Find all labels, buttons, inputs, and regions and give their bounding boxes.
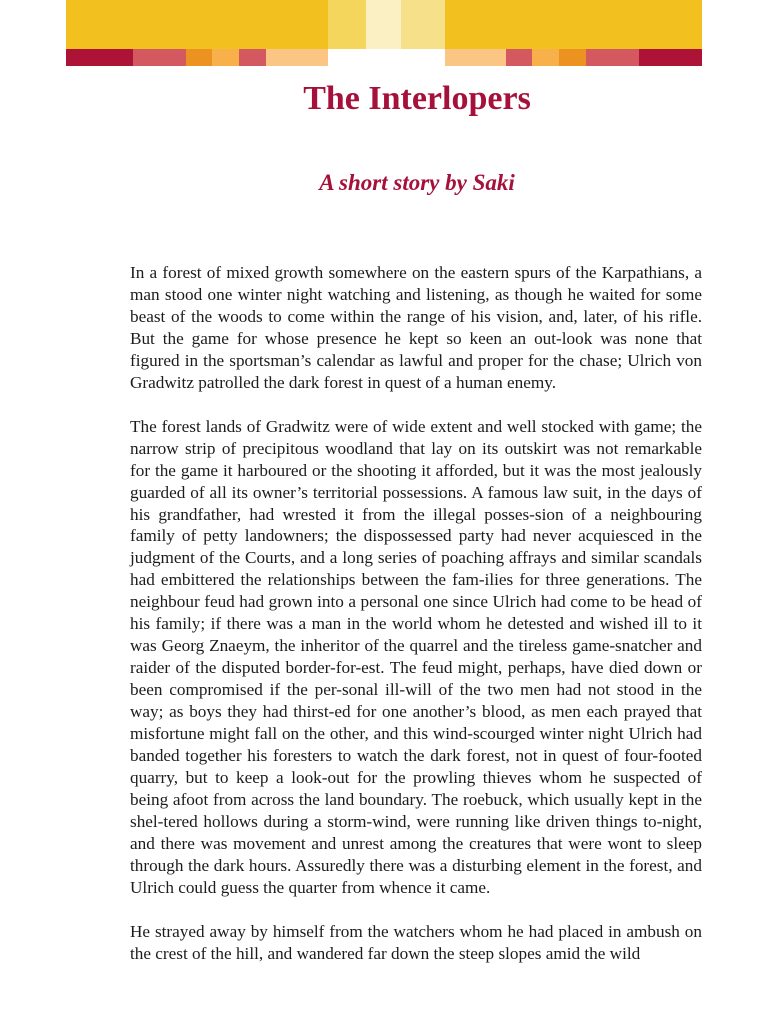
banner-color-blocks bbox=[66, 49, 702, 66]
story-paragraph: He strayed away by himself from the watchers whom he had placed in ambush on the crest of the hill, and wandered far down the steep slopes amid the wild bbox=[130, 921, 702, 963]
story-body bbox=[130, 262, 702, 987]
story-paragraph: The forest lands of Gradwitz were of wide extent and well stocked with game; the narrow strip of precipitous woodland that lay on its outskirt was not remarkable for the game it harboured or the shooting it afforded, but it was the most jealously guarded of all its owner’s territorial possessions. A famous law suit, in the days of his grandfather, had wrested it from the illegal posses-sion of a neighbouring family of petty landowners; the dispossessed party had never acquiesced in the judgment of the Courts, and a long series of poaching affrays and similar scandals had embittered the relationships between the fam-ilies for three generations. The neighbour feud had grown into a personal one since Ulrich had come to be head of his family; if there was a man in the world whom he detested and wished ill to it was Georg Znaeym, the inheritor of the quarrel and the tireless game-snatcher and raider of the disputed border-for-est. The feud might, perhaps, have died down or been compromised if the per-sonal ill-will of the two men had not stood in the way; as boys they had thirst-ed for one another’s blood, as men each prayed that misfortune might fall on the other, and this wind-scourged winter night Ulrich had banded together his foresters to watch the dark forest, not in quest of four-footed quarry, but to keep a look-out for the prowling thieves whom he suspected of being afoot from across the land boundary. The roebuck, which usually kept in the shel-tered hollows during a storm-wind, were running like driven things to-night, and there was movement and unrest among the creatures that were wont to sleep through the dark hours. Assuredly there was a disturbing element in the forest, and Ulrich could guess the quarter from whence it came. bbox=[130, 416, 702, 897]
banner-block bbox=[639, 49, 702, 66]
banner-block bbox=[532, 49, 559, 66]
banner-block bbox=[328, 49, 445, 66]
banner-block bbox=[239, 49, 266, 66]
banner-block bbox=[186, 49, 212, 66]
banner-block bbox=[445, 49, 506, 66]
banner-light-stripe bbox=[328, 0, 366, 49]
page-subtitle: A short story by Saki bbox=[319, 170, 515, 195]
banner-block bbox=[133, 49, 186, 66]
decorative-banner bbox=[66, 0, 702, 66]
banner-block bbox=[559, 49, 586, 66]
story-paragraph: In a forest of mixed growth somewhere on the eastern spurs of the Karpathians, a man stood one winter night watching and listening, as though he waited for some beast of the woods to come within the range of his vision, and, later, of his rifle. But the game for whose presence he kept so keen an out-look was none that figured in the sportsman’s calendar as lawful and proper for the chase; Ulrich von Gradwitz patrolled the dark forest in quest of a human enemy. bbox=[130, 263, 702, 392]
banner-block bbox=[506, 49, 532, 66]
banner-block bbox=[586, 49, 639, 66]
banner-pale-stripe bbox=[366, 0, 401, 49]
banner-light-stripe bbox=[401, 0, 445, 49]
banner-block bbox=[66, 49, 133, 66]
banner-block bbox=[266, 49, 328, 66]
banner-block bbox=[212, 49, 239, 66]
page-title: The Interlopers bbox=[303, 80, 531, 117]
